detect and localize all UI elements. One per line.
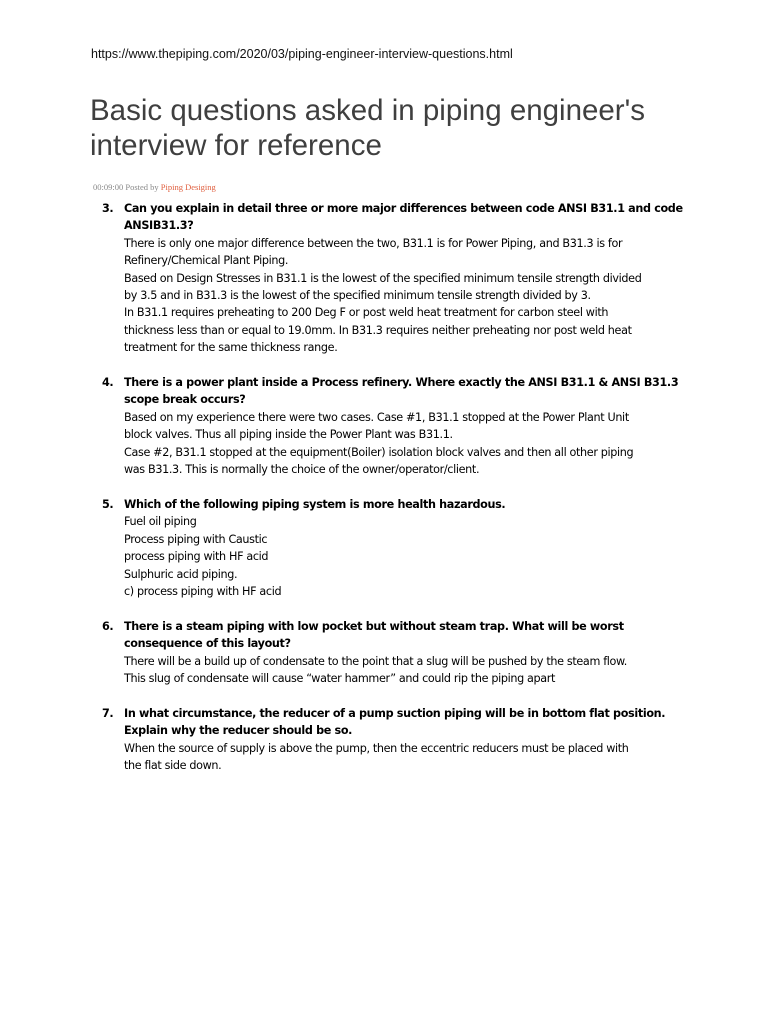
answer-line: In B31.1 requires preheating to 200 Deg F or post weld heat treatment for carbon steel with [124, 306, 609, 320]
question-text: There is a steam piping with low pocket but without steam trap. What will be worst [124, 619, 624, 633]
answer-line: When the source of supply is above the pump, then the eccentric reducers must be placed with [124, 741, 629, 755]
post-meta [93, 182, 216, 192]
question-item [92, 374, 692, 478]
question-text: In what circumstance, the reducer of a pump suction piping will be in bottom flat position. [124, 706, 666, 720]
question-number: 4. [102, 376, 114, 390]
answer-line: the flat side down. [124, 758, 222, 772]
answer-line: This slug of condensate will cause “water hammer” and could rip the piping apart [124, 671, 556, 685]
question-item [92, 618, 692, 688]
answer-line: There is only one major difference between the two, B31.1 is for Power Piping, and B31.3 is for [124, 236, 623, 250]
answer-line: block valves. Thus all piping inside the Power Plant was B31.1. [124, 428, 453, 442]
answer-line: by 3.5 and in B31.3 is the lowest of the specified minimum tensile strength divided by 3. [124, 289, 591, 303]
post-time: 00:09:00 [93, 182, 124, 192]
answer-line: Based on my experience there were two cases. Case #1, B31.1 stopped at the Power Plant Unit [124, 410, 629, 424]
question-text: scope break occurs? [124, 393, 246, 407]
question-number: 7. [102, 706, 114, 720]
question-text: Explain why the reducer should be so. [124, 724, 353, 738]
answer-line: There will be a build up of condensate to the point that a slug will be pushed by the steam flow. [124, 654, 628, 668]
answer-line: was B31.3. This is normally the choice of the owner/operator/client. [124, 463, 480, 477]
question-number: 3. [102, 202, 114, 215]
answer-line: Process piping with Caustic [124, 532, 268, 546]
posted-by-label: Posted by [125, 182, 159, 192]
answer-line: Fuel oil piping [124, 515, 197, 529]
answer-line: treatment for the same thickness range. [124, 341, 338, 355]
question-item [92, 496, 692, 600]
post-author: Piping Desiging [160, 182, 216, 192]
question-item [92, 200, 692, 357]
answer-line: Sulphuric acid piping. [124, 567, 238, 581]
answer-line: Case #2, B31.1 stopped at the equipment(Boiler) isolation block valves and then all other piping [124, 445, 634, 459]
question-text: Can you explain in detail three or more major differences between code ANSI B31.1 and code [124, 202, 683, 215]
question-text: There is a power plant inside a Process refinery. Where exactly the ANSI B31.1 & ANSI B31.3 [124, 376, 679, 390]
question-text: ANSIB31.3? [124, 219, 194, 233]
answer-line: Refinery/Chemical Plant Piping. [124, 254, 289, 268]
answer-line: process piping with HF acid [124, 550, 269, 564]
answer-line: c) process piping with HF acid [124, 584, 282, 598]
answer-line: thickness less than or equal to 19.0mm. In B31.3 requires neither preheating nor post weld heat [124, 323, 632, 337]
question-list [92, 200, 692, 792]
page-title: Basic questions asked in piping engineer's interview for reference [90, 94, 646, 162]
question-number: 6. [102, 619, 114, 633]
question-item [92, 705, 692, 775]
source-url: https://www.thepiping.com/2020/03/piping-engineer-interview-questions.html [91, 47, 513, 61]
answer-line: Based on Design Stresses in B31.1 is the lowest of the specified minimum tensile strength divided [124, 271, 642, 285]
question-number: 5. [102, 497, 114, 511]
question-text: consequence of this layout? [124, 637, 291, 651]
question-text: Which of the following piping system is more health hazardous. [124, 497, 506, 511]
